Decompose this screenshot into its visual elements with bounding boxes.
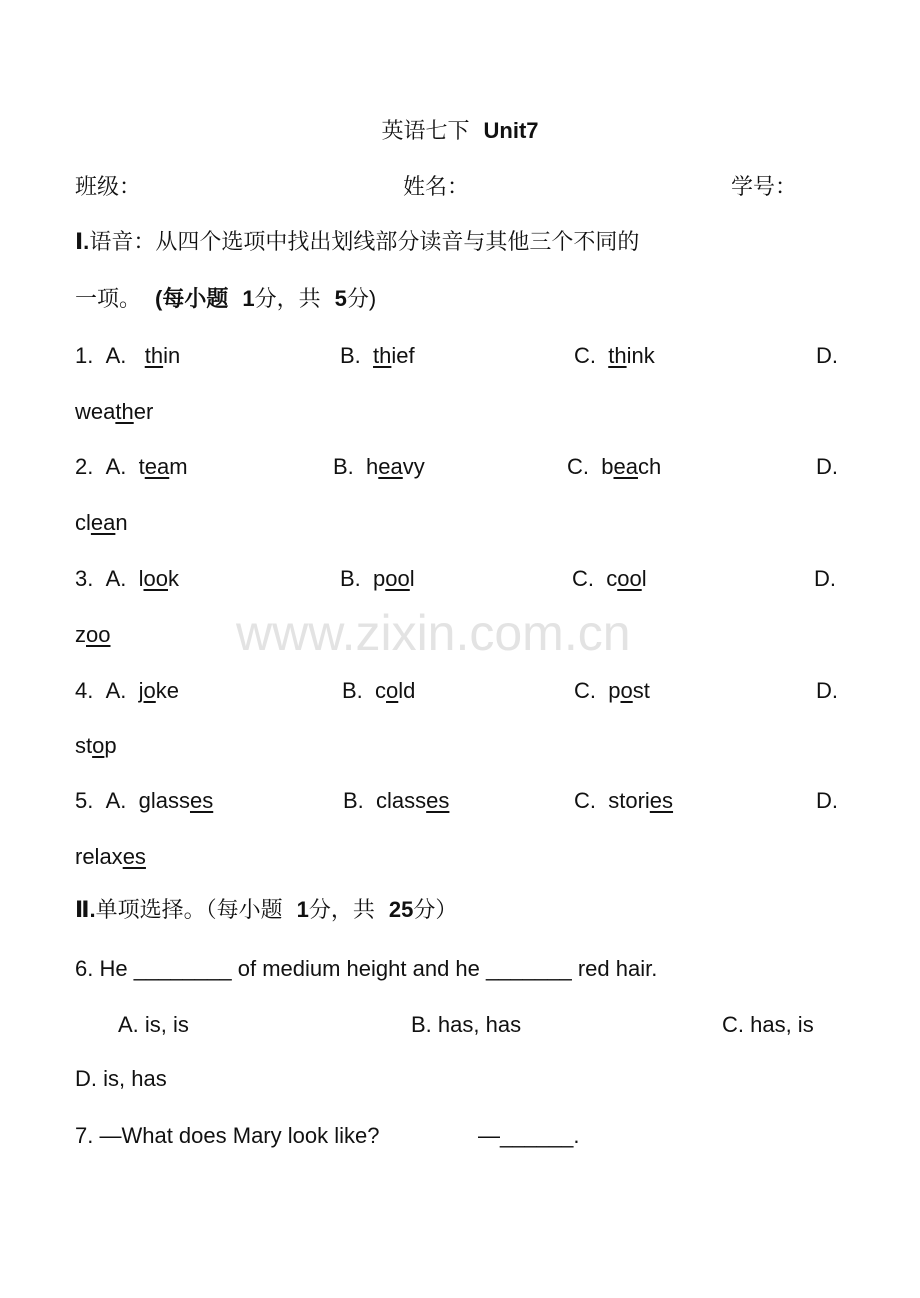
q2-option-b[interactable]: B. heavy <box>333 454 425 479</box>
section2-score-total: 25 <box>388 897 414 922</box>
section2-heading <box>75 895 457 925</box>
q3-option-c[interactable]: C. cool <box>572 566 647 591</box>
q7-answer-blank[interactable]: —______. <box>478 1123 580 1148</box>
question-7-stem: 7. —What does Mary look like? <box>75 1123 380 1148</box>
q6-option-c[interactable]: C. has, is <box>722 1012 814 1037</box>
section1-heading-line2 <box>75 284 376 314</box>
q4-option-d-label[interactable]: D. <box>816 678 838 703</box>
section1-score-mid: 分，共 <box>254 286 321 311</box>
q5-option-b[interactable]: B. classes <box>343 788 450 813</box>
class-field-label: 班级： <box>75 174 142 199</box>
q3-option-a[interactable]: 3. A. look <box>75 566 179 591</box>
q6-blank-1[interactable]: ________ <box>133 956 232 981</box>
section1-score-total: 5 <box>334 286 347 311</box>
section1-roman: Ⅰ. <box>75 229 90 254</box>
q2-option-a[interactable]: 2. A. team <box>75 454 188 479</box>
q4-option-b[interactable]: B. cold <box>342 678 416 703</box>
q1-option-d-word[interactable]: weather <box>75 399 154 424</box>
q2-option-d-label[interactable]: D. <box>816 454 838 479</box>
q2-option-c[interactable]: C. beach <box>567 454 662 479</box>
q1-option-b[interactable]: B. thief <box>340 343 415 368</box>
q2-option-d-word[interactable]: clean <box>75 510 128 535</box>
title-unit: Unit7 <box>483 118 539 143</box>
q5-option-d-label[interactable]: D. <box>816 788 838 813</box>
number-field-label: 学号： <box>731 174 798 199</box>
section1-heading <box>75 227 639 257</box>
section1-score-each: 1 <box>242 286 255 311</box>
q3-option-d-word[interactable]: zoo <box>75 622 111 647</box>
section2-score-mid: 分，共 <box>308 897 375 922</box>
title-cn: 英语七下 <box>381 118 470 143</box>
section1-score-open: (每小题 <box>155 286 229 311</box>
q5-option-a[interactable]: 5. A. glasses <box>75 788 214 813</box>
q4-option-c[interactable]: C. post <box>574 678 650 703</box>
section2-score-each: 1 <box>296 897 309 922</box>
section2-instruction: 单项选择。（每小题 <box>95 897 283 922</box>
q6-option-b[interactable]: B. has, has <box>411 1012 522 1037</box>
q5-option-d-word[interactable]: relaxes <box>75 844 146 869</box>
name-field-label: 姓名： <box>403 174 470 199</box>
watermark: www.zixin.com.cn <box>236 605 631 661</box>
question-6-stem: 6. He ________ of medium height and he _______ red hair. <box>75 956 658 981</box>
section1-score-close: 分) <box>346 286 377 311</box>
q1-option-d-label[interactable]: D. <box>816 343 838 368</box>
q3-option-b[interactable]: B. pool <box>340 566 415 591</box>
q4-option-d-word[interactable]: stop <box>75 733 117 758</box>
section1-text: 一项。 <box>75 286 142 311</box>
q4-option-a[interactable]: 4. A. joke <box>75 678 180 703</box>
section2-score-close: 分） <box>413 897 458 922</box>
q1-option-c[interactable]: C. think <box>574 343 655 368</box>
q6-blank-2[interactable]: _______ <box>486 956 572 981</box>
section2-roman: Ⅱ. <box>75 897 96 922</box>
q5-option-c[interactable]: C. stories <box>574 788 674 813</box>
page-title <box>0 116 920 146</box>
q6-option-a[interactable]: A. is, is <box>118 1012 189 1037</box>
q1-option-a[interactable]: 1. A. thin <box>75 343 181 368</box>
section1-instruction: 语音：从四个选项中找出划线部分读音与其他三个不同的 <box>89 229 640 254</box>
q3-option-d-label[interactable]: D. <box>814 566 836 591</box>
q6-option-d[interactable]: D. is, has <box>75 1066 167 1091</box>
